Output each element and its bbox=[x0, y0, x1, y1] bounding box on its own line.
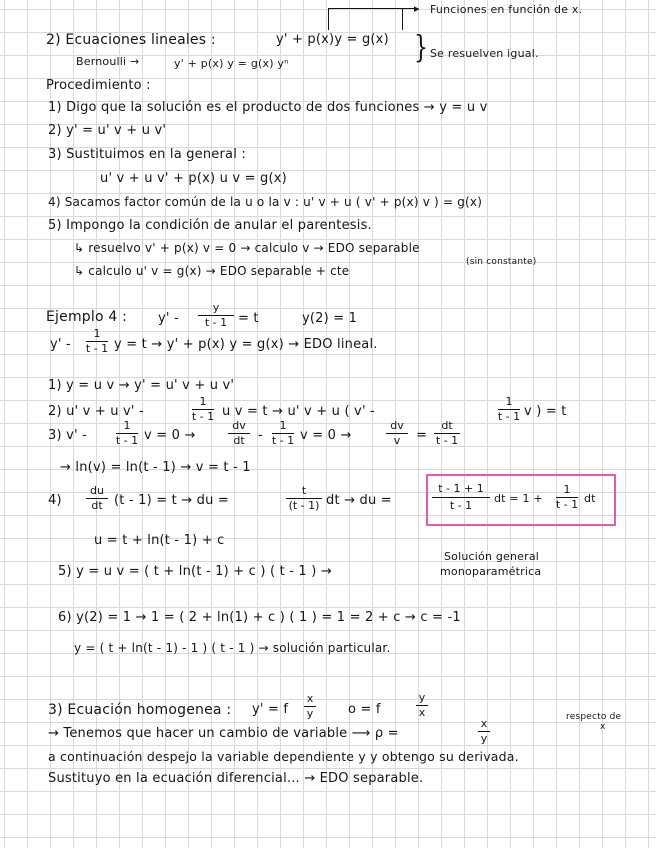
section-3-eq-a: y' = f bbox=[252, 702, 289, 717]
h-note-2: x bbox=[600, 722, 606, 732]
step-3-e: = bbox=[416, 428, 428, 443]
brace-note: Se resuelven igual. bbox=[430, 47, 539, 60]
step-5-note-1: Solución general bbox=[444, 550, 540, 563]
brace-icon: } bbox=[414, 30, 428, 66]
step-3-d: v = 0 → bbox=[300, 428, 352, 443]
step-2-b: u v = t → u' v + u ( v' - bbox=[222, 404, 375, 419]
procedure-step-5: 5) Impongo la condición de anular el parentesis. bbox=[48, 218, 372, 233]
procedure-step-5a: ↳ resuelvo v' + p(x) v = 0 → calculo v → EDO separable bbox=[74, 241, 420, 255]
step-2-frac2-den: t - 1 bbox=[497, 410, 521, 423]
procedure-step-4: 4) Sacamos factor común de la u o la v : u' v + u ( v' + p(x) v ) = g(x) bbox=[48, 195, 483, 209]
step-4-u: u = t + ln(t - 1) + c bbox=[94, 533, 225, 548]
section-3-line-2: → Tenemos que hacer un cambio de variable ⟶ ρ = bbox=[48, 726, 399, 741]
bernoulli-equation: y' + p(x) y = g(x) yⁿ bbox=[174, 57, 289, 70]
example-line-2-rhs: y = t → y' + p(x) y = g(x) → EDO lineal. bbox=[114, 337, 378, 352]
step-4-a: 4) bbox=[48, 493, 62, 508]
example-frac-2-num: 1 bbox=[93, 327, 101, 340]
procedure-step-2: 2) y' = u' v + u v' bbox=[48, 123, 167, 138]
step-3-frac-den: t - 1 bbox=[115, 434, 139, 447]
box-frac2-num: 1 bbox=[563, 483, 571, 496]
box-frac-bar bbox=[432, 497, 490, 498]
box-frac-num: t - 1 + 1 bbox=[438, 482, 484, 495]
step-3-dv-den: dt bbox=[233, 434, 245, 447]
step-3-c: - bbox=[258, 428, 263, 443]
step-3-dt-den: t - 1 bbox=[435, 434, 459, 447]
step-6-solution: y = ( t + ln(t - 1) - 1 ) ( t - 1 ) → solución particular. bbox=[74, 641, 391, 655]
example-eq-lhs: y' - bbox=[158, 311, 179, 326]
step-4-t-den: (t - 1) bbox=[288, 499, 320, 512]
step-5-note-2: monoparamétrica bbox=[440, 565, 542, 578]
procedure-step-1: 1) Digo que la solución es el producto de dos funciones → y = u v bbox=[48, 100, 488, 115]
procedure-title: Procedimiento : bbox=[46, 78, 151, 93]
section-2-equation: y' + p(x)y = g(x) bbox=[276, 32, 389, 47]
step-3-frac-num: 1 bbox=[123, 419, 131, 432]
step-2-a: 2) u' v + u v' - bbox=[48, 404, 144, 419]
procedure-step-3-equation: u' v + u v' + p(x) u v = g(x) bbox=[100, 171, 287, 186]
h-frac-1-den: y bbox=[306, 707, 314, 720]
step-4-du-den: dt bbox=[91, 499, 103, 512]
example-frac-2-den: t - 1 bbox=[85, 342, 109, 355]
h-frac-2-den: x bbox=[418, 706, 426, 719]
top-label: Funciones en función de x. bbox=[430, 3, 583, 16]
section-3-line-4: Sustituyo en la ecuación diferencial... → EDO separable. bbox=[48, 771, 424, 786]
bernoulli-label: Bernoulli → bbox=[76, 55, 140, 68]
step-4-c: dt → du = bbox=[326, 493, 392, 508]
box-end: dt bbox=[584, 492, 596, 505]
top-bracket-vertical-right bbox=[402, 8, 403, 30]
h-frac-1-num: x bbox=[306, 692, 314, 705]
section-3-header: 3) Ecuación homogenea : bbox=[48, 702, 232, 718]
example-frac-1-num: y bbox=[212, 301, 220, 314]
h-rho-num: x bbox=[480, 717, 488, 730]
step-2-frac2-num: 1 bbox=[505, 395, 513, 408]
section-3-line-3: a continuación despejo la variable dependiente y y obtengo su derivada. bbox=[48, 749, 519, 764]
procedure-step-3: 3) Sustituimos en la general : bbox=[48, 147, 246, 162]
procedure-step-5a-note: (sin constante) bbox=[466, 257, 537, 267]
step-3-frac3-den: t - 1 bbox=[271, 434, 295, 447]
section-3-eq-b: o = f bbox=[348, 702, 381, 717]
section-2-header: 2) Ecuaciones lineales : bbox=[46, 32, 216, 48]
h-note-1: respecto de bbox=[566, 712, 622, 722]
box-frac-den: t - 1 bbox=[449, 499, 473, 512]
step-3-frac3-num: 1 bbox=[279, 419, 287, 432]
step-3-b: v = 0 → bbox=[144, 428, 196, 443]
step-3-result: → ln(v) = ln(t - 1) → v = t - 1 bbox=[60, 460, 251, 475]
step-3-a: 3) v' - bbox=[48, 428, 87, 443]
h-frac-2-num: y bbox=[418, 691, 426, 704]
step-2-frac-den: t - 1 bbox=[191, 410, 215, 423]
step-5: 5) y = u v = ( t + ln(t - 1) + c ) ( t - 1 ) → bbox=[58, 564, 332, 579]
step-3-dv-num: dv bbox=[232, 419, 246, 432]
example-line-2-lhs: y' - bbox=[50, 337, 71, 352]
example-eq-rhs: = t bbox=[238, 311, 259, 326]
step-2-c: v ) = t bbox=[524, 404, 567, 419]
step-2-frac-num: 1 bbox=[199, 395, 207, 408]
example-frac-1-den: t - 1 bbox=[204, 316, 228, 329]
procedure-step-5b: ↳ calculo u' v = g(x) → EDO separable + cte bbox=[74, 264, 350, 278]
step-6: 6) y(2) = 1 → 1 = ( 2 + ln(1) + c ) ( 1 ) = 1 = 2 + c → c = -1 bbox=[58, 610, 461, 625]
step-4-b: (t - 1) = t → du = bbox=[114, 493, 229, 508]
step-4-t-num: t bbox=[301, 484, 307, 497]
step-1: 1) y = u v → y' = u' v + u v' bbox=[48, 378, 235, 393]
step-3-dt-num: dt bbox=[441, 419, 453, 432]
top-arrow-icon: ▸ bbox=[414, 2, 420, 15]
example-condition: y(2) = 1 bbox=[302, 311, 358, 326]
top-bracket-vertical bbox=[328, 8, 329, 30]
box-frac2-den: t - 1 bbox=[555, 498, 579, 511]
step-3-dv2-num: dv bbox=[390, 419, 404, 432]
h-rho-den: y bbox=[480, 732, 488, 745]
step-4-du-num: du bbox=[90, 484, 104, 497]
box-middle: dt = 1 + bbox=[494, 492, 543, 505]
example-title: Ejemplo 4 : bbox=[46, 309, 128, 325]
top-bracket-horizontal bbox=[328, 8, 418, 9]
step-3-dv2-den: v bbox=[393, 434, 401, 447]
